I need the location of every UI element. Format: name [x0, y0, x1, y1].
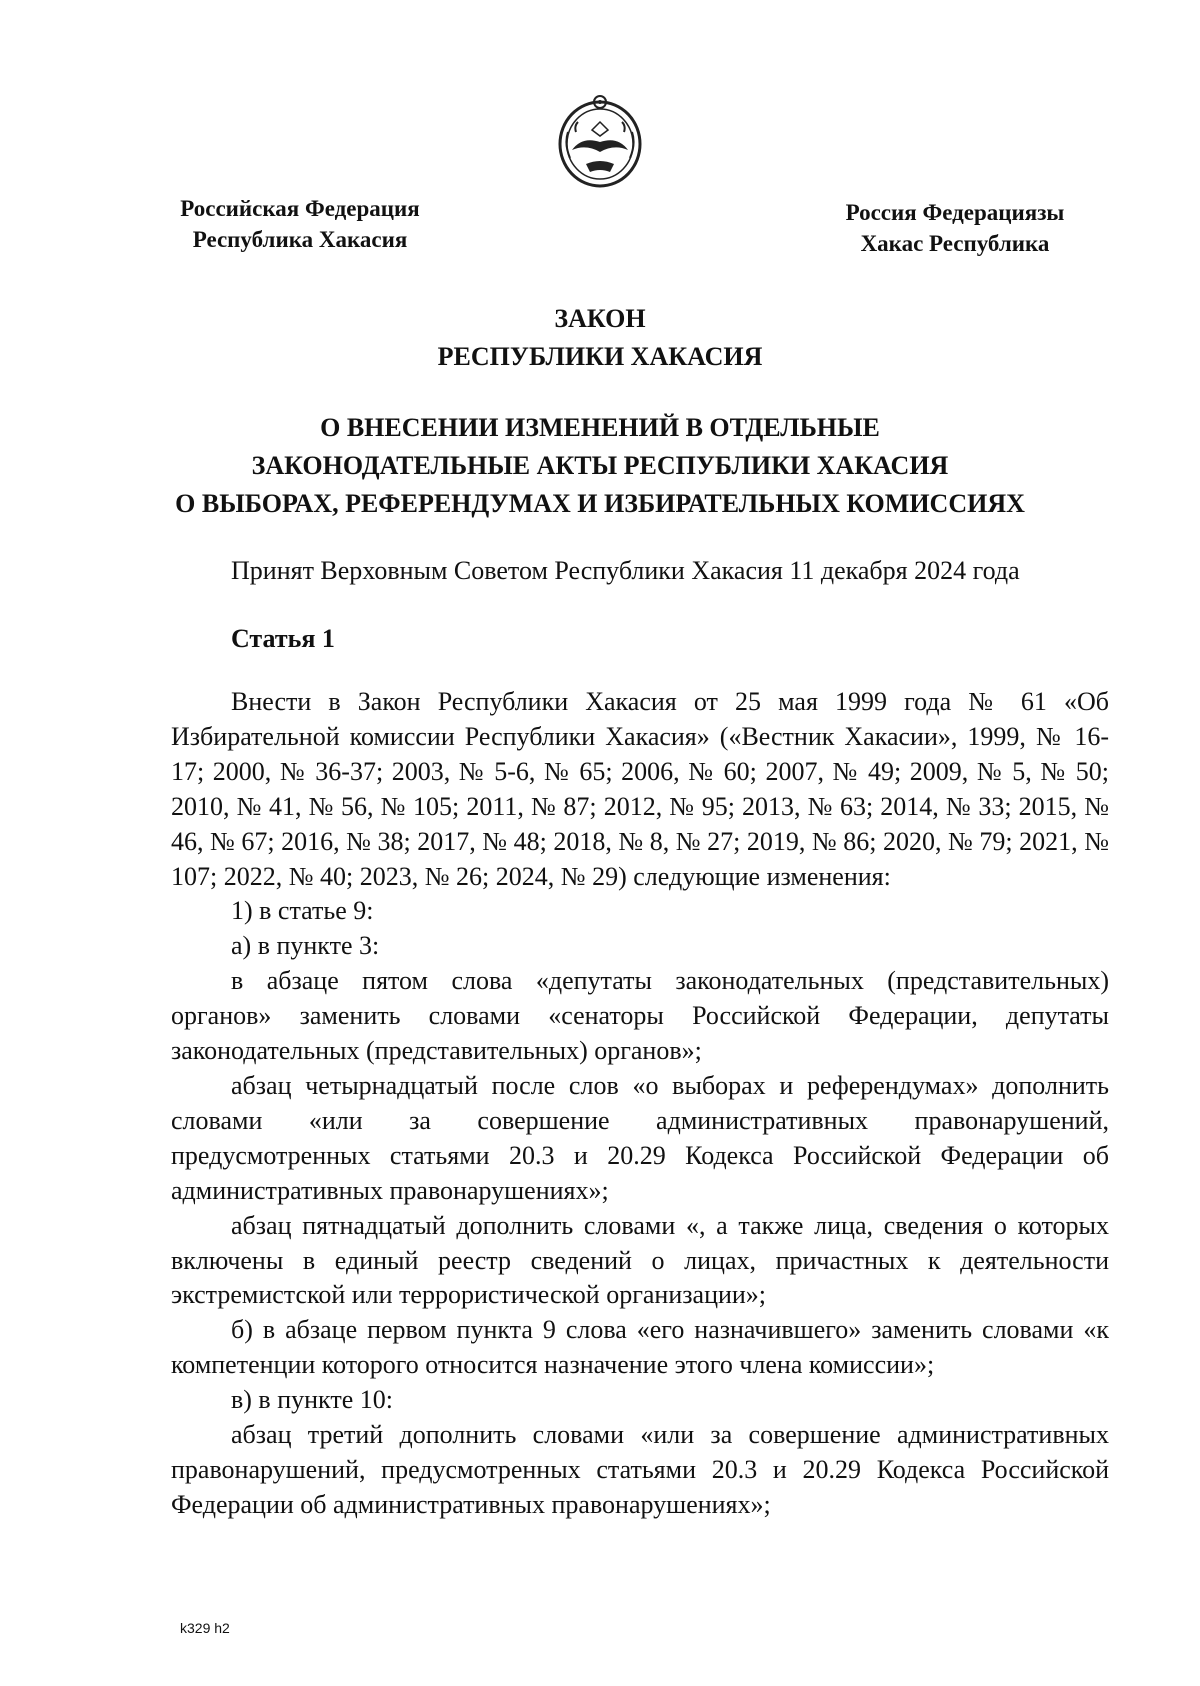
article-body [171, 685, 1109, 1523]
paragraph: в) в пункте 10: [231, 1385, 393, 1415]
header-right-line2: Хакас Республика [860, 231, 1050, 256]
law-title [0, 300, 1200, 376]
adoption-note: Принят Верховным Советом Республики Хакасия 11 декабря 2024 года [231, 556, 1020, 585]
paragraph: абзац пятнадцатый дополнить словами «, а также лица, сведения о которых включены в единый реестр сведений о лицах, причастных к деятельности экстремистской или террористической организации»; [171, 1210, 1109, 1310]
header-left-block [160, 193, 440, 255]
paragraph: б) в абзаце первом пункта 9 слова «его назначившего» заменить словами «к компетенции которого относится назначение этого члена комиссии»; [171, 1315, 1109, 1380]
paragraph: 1) в статье 9: [231, 896, 374, 926]
paragraph: а) в пункте 3: [231, 931, 380, 961]
header-right-line1: Россия Федерациязы [845, 200, 1065, 225]
coat-of-arms-emblem [552, 92, 648, 192]
header-right-block [825, 197, 1085, 259]
paragraph: абзац четырнадцатый после слов «о выборах и референдумах» дополнить словами «или за совершение административных правонарушений, предусмотренных статьями 20.3 и 20.29 Кодекса Российской Федерации об административных правонарушениях»; [171, 1070, 1109, 1205]
paragraph: Внести в Закон Республики Хакасия от 25 мая 1999 года № 61 «Об Избирательной комиссии Республики Хакасия» («Вестник Хакасии», 1999, № 16-17; 2000, № 36-37; 2003, № 5-6, № 65; 2006, № 60; 2007, № 49; 2009, № 5, № 50; 2010, № 41, № 56, № 105; 2011, № 87; 2012, № 95; 2013, № 63; 2014, № 33; 2015, № 46, № 67; 2016, № 38; 2017, № 48; 2018, № 8, № 27; 2019, № 86; 2020, № 79; 2021, № 107; 2022, № 40; 2023, № 26; 2024, № 29) следующие изменения: [171, 687, 1109, 891]
law-title-line2: РЕСПУБЛИКИ ХАКАСИЯ [437, 342, 763, 371]
law-subject-line3: О ВЫБОРАХ, РЕФЕРЕНДУМАХ И ИЗБИРАТЕЛЬНЫХ КОМИССИЯХ [175, 489, 1025, 518]
law-subject [0, 409, 1200, 523]
article-heading: Статья 1 [231, 624, 335, 653]
law-title-line1: ЗАКОН [554, 304, 646, 333]
paragraph: абзац третий дополнить словами «или за совершение административных правонарушений, предусмотренных статьями 20.3 и 20.29 Кодекса Российской Федерации об административных правонарушениях»; [171, 1420, 1109, 1519]
law-subject-line2: ЗАКОНОДАТЕЛЬНЫЕ АКТЫ РЕСПУБЛИКИ ХАКАСИЯ [251, 451, 949, 480]
footer-document-code: k329 h2 [180, 1620, 230, 1636]
header-left-line1: Российская Федерация [180, 196, 420, 221]
law-subject-line1: О ВНЕСЕНИИ ИЗМЕНЕНИЙ В ОТДЕЛЬНЫЕ [320, 413, 880, 442]
paragraph: в абзаце пятом слова «депутаты законодательных (представительных) органов» заменить словами «сенаторы Российской Федерации, депутаты законодательных (представительных) органов»; [171, 966, 1109, 1066]
header-left-line2: Республика Хакасия [192, 227, 408, 252]
